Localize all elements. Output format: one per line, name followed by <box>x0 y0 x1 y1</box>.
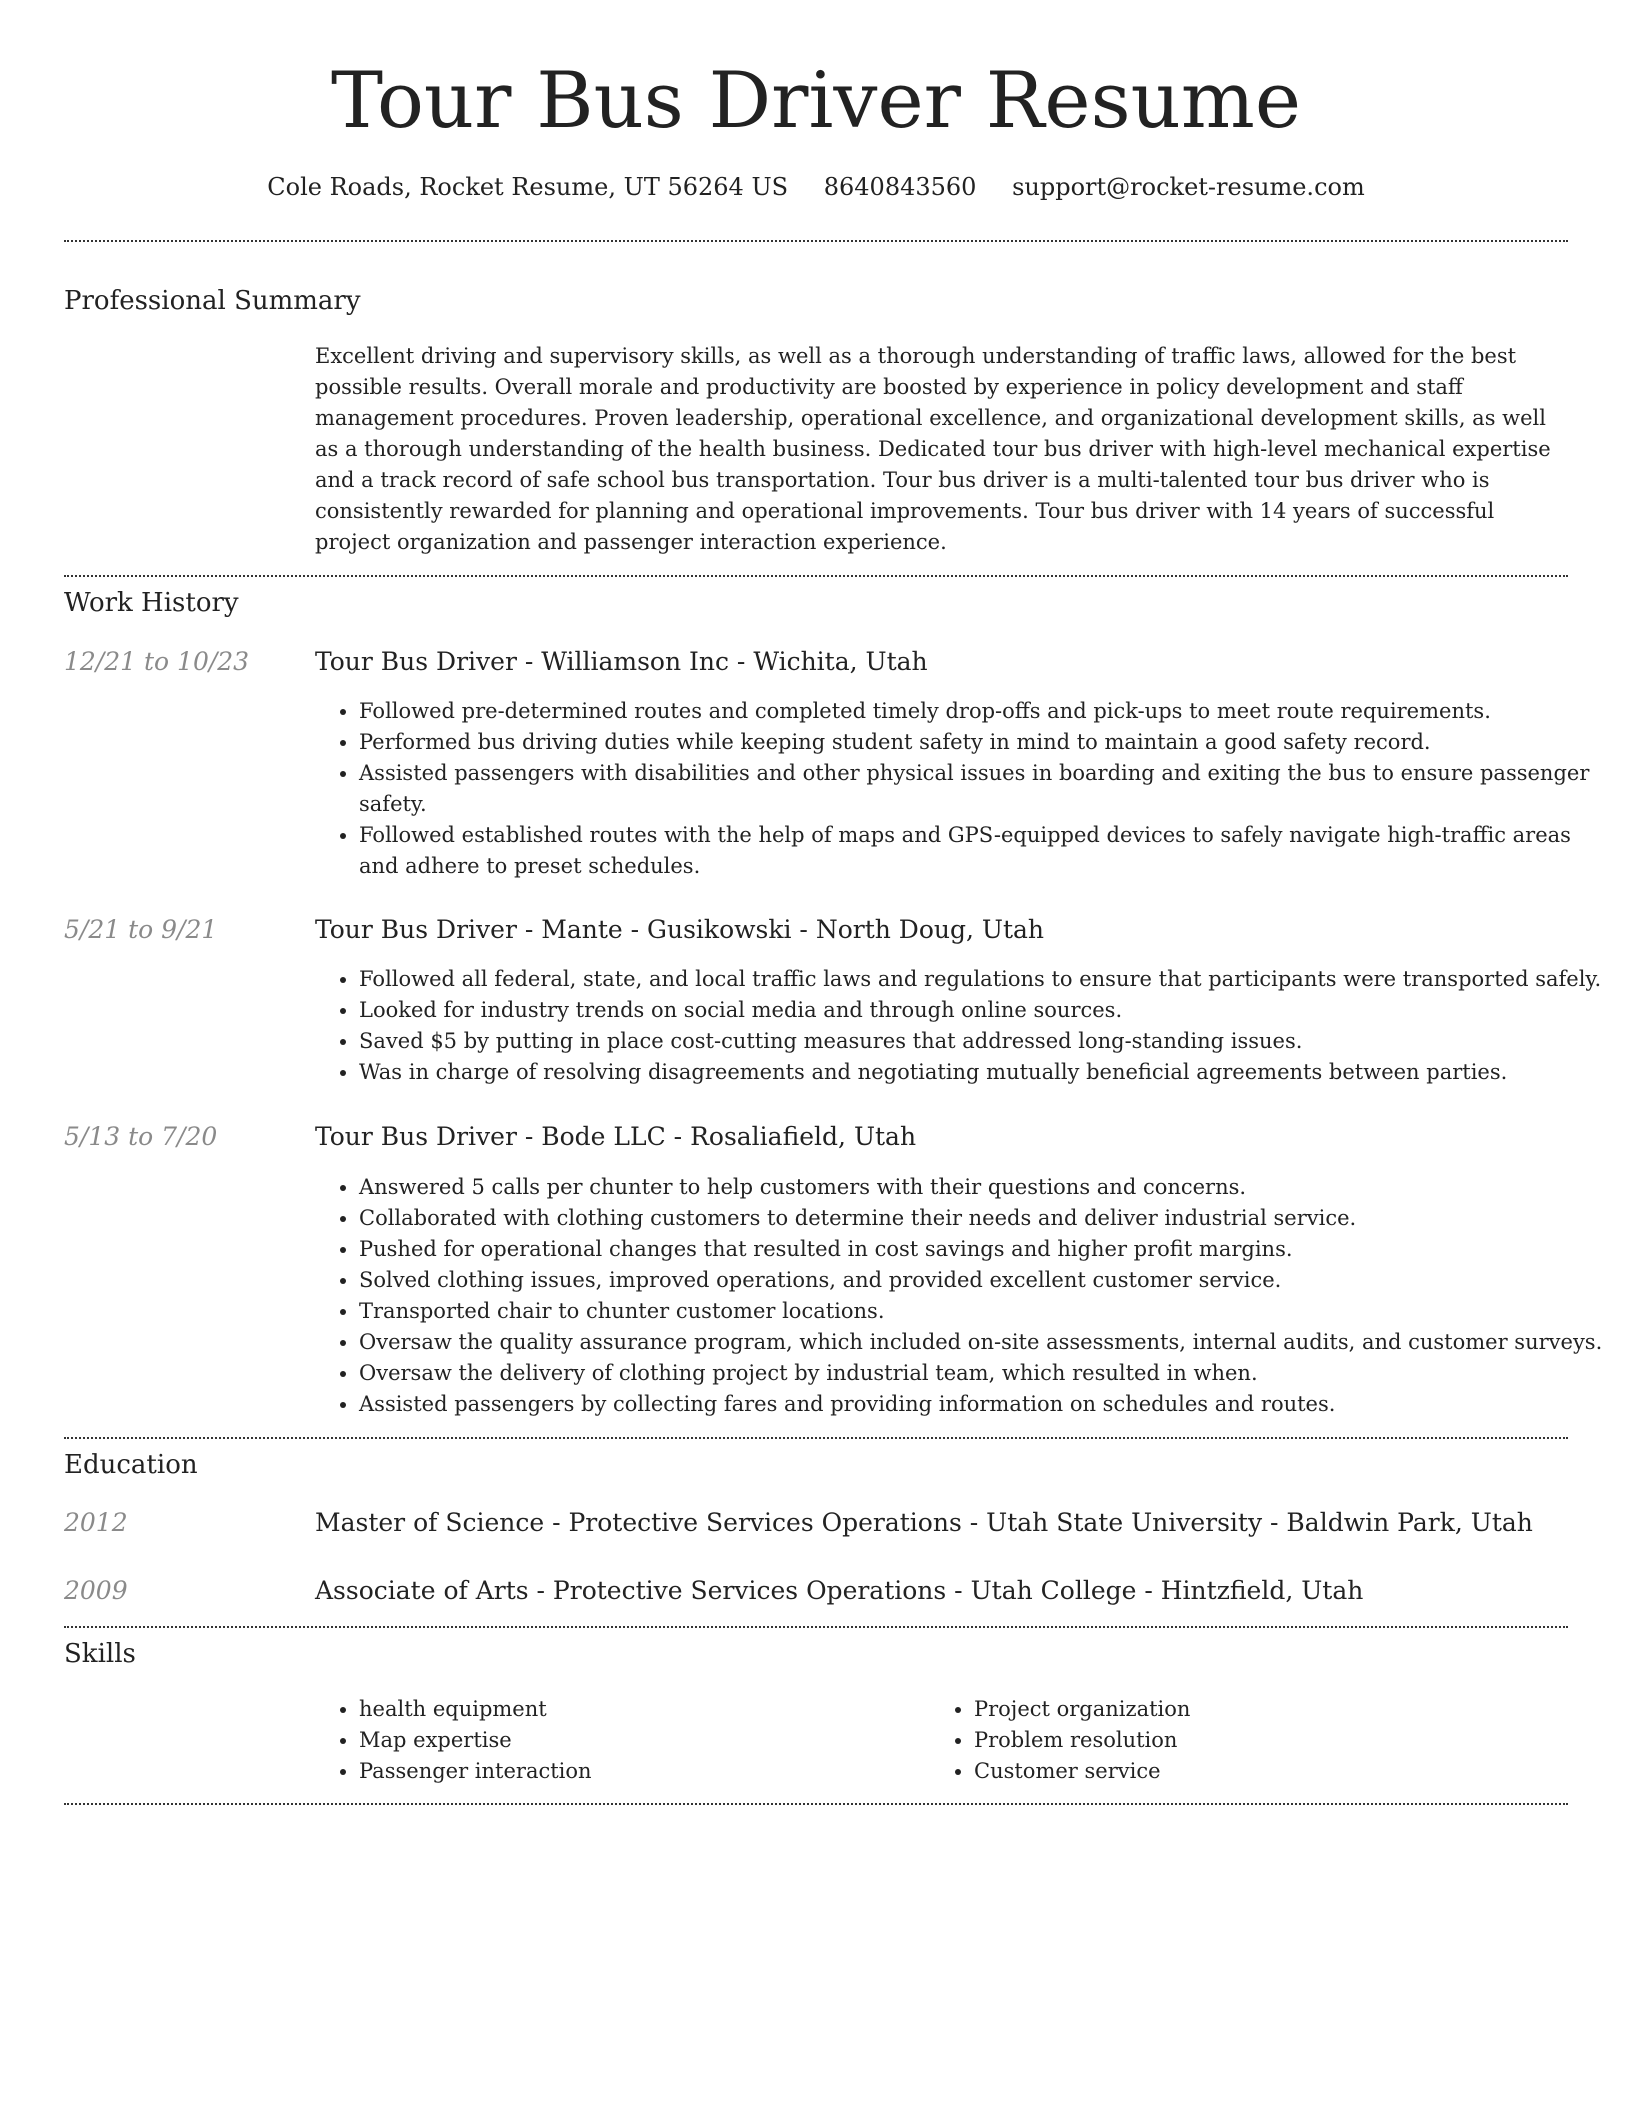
list-item: • Assisted passengers by collecting fares and providing information on schedules and routes. <box>359 1389 1609 1420</box>
summary-section <box>315 341 1565 558</box>
skills-list-right <box>930 1694 1632 1787</box>
resume-header <box>64 0 1568 202</box>
list-item: • Assisted passengers with disabilities and other physical issues in boarding and exiting the bus to ensure passenger safety. <box>359 758 1609 820</box>
job-title: Tour Bus Driver - Williamson Inc - Wichita, Utah <box>315 647 928 676</box>
contact-phone: 8640843560 <box>823 173 977 201</box>
list-item: • Saved $5 by putting in place cost-cutting measures that addressed long-standing issues. <box>359 1026 1609 1057</box>
contact-email: support@rocket-resume.com <box>1012 173 1365 201</box>
education-title: Associate of Arts - Protective Services Operations - Utah College - Hintzfield, Utah <box>315 1576 1364 1605</box>
section-divider <box>64 575 1568 577</box>
list-item: • Followed established routes with the help of maps and GPS-equipped devices to safely navigate high-traffic areas and adhere to preset schedules. <box>359 820 1609 882</box>
list-item: • Collaborated with clothing customers to determine their needs and deliver industrial service. <box>359 1203 1609 1234</box>
job-dates: 5/13 to 7/20 <box>64 1122 218 1151</box>
job-bullets <box>315 1172 1609 1420</box>
education-year: 2009 <box>64 1576 128 1605</box>
job-title: Tour Bus Driver - Mante - Gusikowski - North Doug, Utah <box>315 915 1045 944</box>
education-heading: Education <box>64 1450 198 1480</box>
education-year: 2012 <box>64 1508 128 1537</box>
list-item: • Pushed for operational changes that resulted in cost savings and higher profit margins. <box>359 1234 1609 1265</box>
list-item: • Transported chair to chunter customer locations. <box>359 1296 1609 1327</box>
job-bullets <box>315 964 1609 1088</box>
list-item: • Oversaw the delivery of clothing project by industrial team, which resulted in when. <box>359 1358 1609 1389</box>
education-title: Master of Science - Protective Services Operations - Utah State University - Baldwin Park, Utah <box>315 1508 1533 1537</box>
list-item: • Oversaw the quality assurance program, which included on-site assessments, internal audits, and customer surveys. <box>359 1327 1609 1358</box>
list-item: • Followed all federal, state, and local traffic laws and regulations to ensure that participants were transported safely. <box>359 964 1609 995</box>
job-dates: 5/21 to 9/21 <box>64 915 218 944</box>
list-item: • Answered 5 calls per chunter to help customers with their questions and concerns. <box>359 1172 1609 1203</box>
job-title: Tour Bus Driver - Bode LLC - Rosaliafield, Utah <box>315 1122 917 1151</box>
job-bullets <box>315 696 1609 882</box>
section-divider <box>64 1437 1568 1439</box>
list-item: • Project organization <box>974 1694 1632 1725</box>
summary-text: Excellent driving and supervisory skills, as well as a thorough understanding of traffic laws, allowed for the best possible results. Overall morale and productivity are boosted by experience in policy development and staff management procedures. Proven leadership, operational excellence, and organizational development skills, as well as a thorough understanding of the health business. Dedicated tour bus driver with high-level mechanical expertise and a track record of safe school bus transportation. Tour bus driver is a multi-talented tour bus driver who is consistently rewarded for planning and operational improvements. Tour bus driver with 14 years of successful project organization and passenger interaction experience. <box>315 344 1551 554</box>
section-divider <box>64 240 1568 242</box>
summary-heading: Professional Summary <box>64 286 361 316</box>
job-dates: 12/21 to 10/23 <box>64 647 250 676</box>
list-item: • Performed bus driving duties while keeping student safety in mind to maintain a good safety record. <box>359 727 1609 758</box>
section-divider <box>64 1803 1568 1805</box>
list-item: • Looked for industry trends on social media and through online sources. <box>359 995 1609 1026</box>
list-item: • Was in charge of resolving disagreements and negotiating mutually beneficial agreements between parties. <box>359 1057 1609 1088</box>
contact-address: Cole Roads, Rocket Resume, UT 56264 US <box>267 173 789 201</box>
list-item: • Passenger interaction <box>359 1756 1609 1787</box>
list-item: • health equipment <box>359 1694 1609 1725</box>
skills-heading: Skills <box>64 1639 136 1669</box>
list-item: • Map expertise <box>359 1725 1609 1756</box>
list-item: • Customer service <box>974 1756 1632 1787</box>
list-item: • Solved clothing issues, improved operations, and provided excellent customer service. <box>359 1265 1609 1296</box>
list-item: • Followed pre-determined routes and completed timely drop-offs and pick-ups to meet route requirements. <box>359 696 1609 727</box>
section-divider <box>64 1626 1568 1628</box>
work-history-heading: Work History <box>64 588 239 618</box>
resume-title: Tour Bus Driver Resume <box>331 56 1301 146</box>
contact-line <box>64 172 1568 202</box>
list-item: • Problem resolution <box>974 1725 1632 1756</box>
